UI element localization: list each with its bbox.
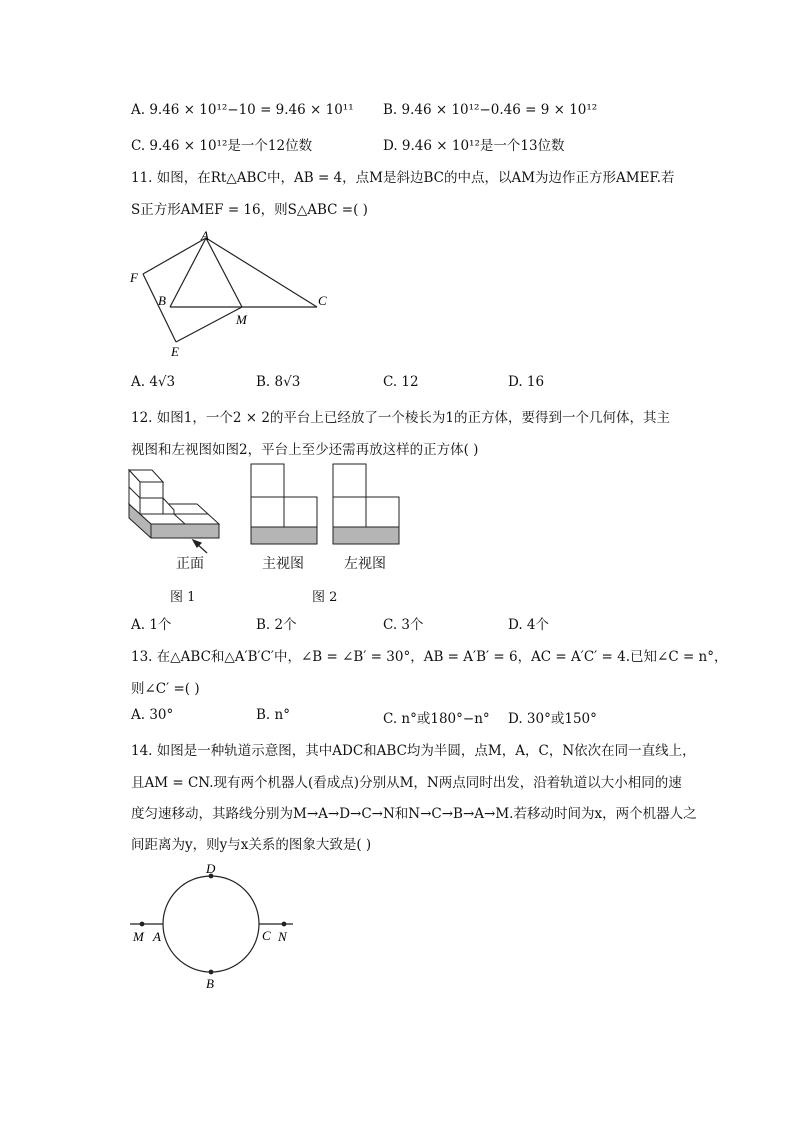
q10-option-d: D. 9.46 × 10¹²是一个13位数 (383, 138, 565, 154)
q12-option-b: B. 2个 (256, 617, 297, 633)
q11-label-a: A (201, 228, 209, 243)
q12-stem-line1: 12. 如图1，一个2 × 2的平台上已经放了一个棱长为1的正方体，要得到一个几何体，其主 (131, 410, 671, 426)
q11-label-b: B (158, 293, 166, 308)
q13-option-a: A. 30° (131, 707, 174, 723)
q11-option-b: B. 8√3 (256, 374, 301, 390)
q11-label-m: M (236, 312, 247, 327)
q12-left-view (332, 462, 402, 546)
q11-label-e: E (171, 344, 179, 359)
q11-stem-line1: 11. 如图，在Rt△ABC中，AB = 4，点M是斜边BC的中点，以AM为边作正方形AMEF.若 (131, 170, 675, 186)
q12-label-fig2: 图 2 (312, 590, 338, 605)
q14-label-m: M (133, 929, 144, 944)
q12-label-main-view: 主视图 (262, 556, 304, 572)
q14-stem-line3: 度匀速移动，其路线分别为M→A→D→C→N和N→C→B→A→M.若移动时间为x，两个机器人之 (131, 806, 697, 822)
q12-option-d: D. 4个 (508, 617, 550, 633)
q13-stem-line2: 则∠C′ =( ) (131, 681, 200, 697)
q11-option-a: A. 4√3 (131, 374, 176, 390)
q12-option-c: C. 3个 (383, 617, 424, 633)
q14-stem-line2: 且AM = CN.现有两个机器人(看成点)分别从M，N两点同时出发，沿着轨道以大小相同的速 (131, 775, 682, 791)
q14-stem-line4: 间距离为y，则y与x关系的图象大致是( ) (131, 837, 372, 853)
q14-label-d: D (206, 862, 216, 876)
q11-figure (125, 228, 345, 363)
q14-label-b: B (206, 976, 214, 991)
q14-label-c: C (262, 928, 271, 943)
q12-stem-line2: 视图和左视图如图2，平台上至少还需再放这样的正方体( ) (131, 442, 479, 458)
q13-option-c: C. n°或180°−n° (383, 711, 490, 727)
q12-label-left-view: 左视图 (344, 556, 386, 572)
q11-label-f: F (130, 270, 138, 285)
q13-stem-line1: 13. 在△ABC和△A′B′C′中，∠B = ∠B′ = 30°，AB = A′B′ = 6，AC = A′C′ = 4.已知∠C = n°， (131, 649, 728, 665)
q12-label-front: 正面 (176, 556, 204, 572)
q12-main-view (250, 462, 320, 546)
q14-label-a: A (153, 929, 161, 944)
q11-option-c: C. 12 (383, 374, 419, 390)
q10-option-b: B. 9.46 × 10¹²−0.46 = 9 × 10¹² (383, 102, 598, 118)
q12-option-a: A. 1个 (131, 617, 172, 633)
q10-option-c: C. 9.46 × 10¹²是一个12位数 (131, 138, 313, 154)
q14-stem-line1: 14. 如图是一种轨道示意图，其中ADC和ABC均为半圆，点M，A，C，N依次在同一直线上， (131, 743, 696, 759)
q11-stem-line2: S正方形AMEF = 16，则S△ABC =( ) (131, 202, 368, 218)
q10-option-a: A. 9.46 × 10¹²−10 = 9.46 × 10¹¹ (131, 102, 354, 118)
q13-option-d: D. 30°或150° (508, 711, 597, 727)
q13-option-b: B. n° (256, 707, 290, 723)
q14-figure (125, 862, 305, 992)
q12-figure1 (125, 464, 225, 554)
q12-label-fig1: 图 1 (170, 590, 196, 605)
q11-label-c: C (318, 293, 327, 308)
q14-label-n: N (278, 929, 287, 944)
q11-option-d: D. 16 (508, 374, 545, 390)
